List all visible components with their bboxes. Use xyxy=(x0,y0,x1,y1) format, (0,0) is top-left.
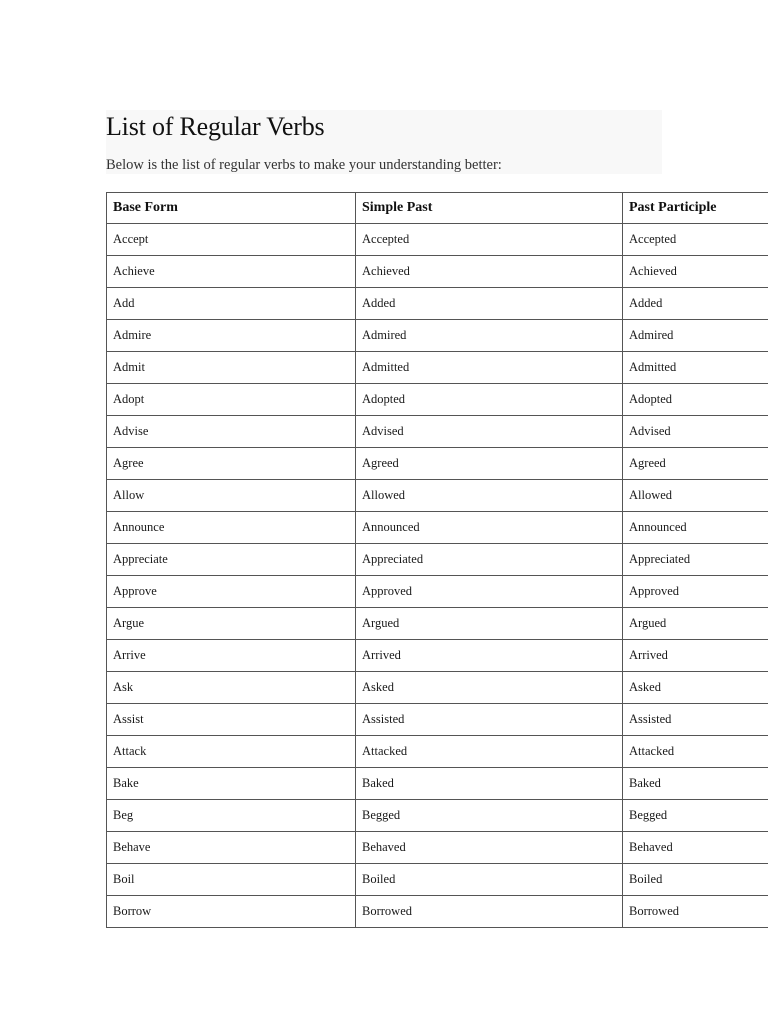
base-form-cell: Appreciate xyxy=(107,544,356,576)
table-row xyxy=(107,480,768,512)
base-form-cell: Accept xyxy=(107,224,356,256)
table-row xyxy=(107,320,768,352)
base-form-cell: Argue xyxy=(107,608,356,640)
page-subtitle: Below is the list of regular verbs to make your understanding better: xyxy=(106,157,502,173)
simple-past-cell: Allowed xyxy=(356,480,623,512)
simple-past-cell: Admitted xyxy=(356,352,623,384)
past-participle-cell: Argued xyxy=(623,608,768,640)
intro-section xyxy=(106,110,662,174)
past-participle-cell: Attacked xyxy=(623,736,768,768)
base-form-cell: Borrow xyxy=(107,896,356,928)
table-body xyxy=(107,224,768,928)
table-row xyxy=(107,672,768,704)
past-participle-cell: Begged xyxy=(623,800,768,832)
past-participle-cell: Assisted xyxy=(623,704,768,736)
past-participle-cell: Baked xyxy=(623,768,768,800)
table-row xyxy=(107,800,768,832)
base-form-cell: Agree xyxy=(107,448,356,480)
past-participle-cell: Approved xyxy=(623,576,768,608)
simple-past-cell: Added xyxy=(356,288,623,320)
base-form-cell: Arrive xyxy=(107,640,356,672)
base-form-cell: Approve xyxy=(107,576,356,608)
simple-past-cell: Agreed xyxy=(356,448,623,480)
column-header-base-form: Base Form xyxy=(107,193,356,224)
table-row xyxy=(107,576,768,608)
simple-past-cell: Attacked xyxy=(356,736,623,768)
past-participle-cell: Asked xyxy=(623,672,768,704)
past-participle-cell: Accepted xyxy=(623,224,768,256)
past-participle-cell: Agreed xyxy=(623,448,768,480)
simple-past-cell: Appreciated xyxy=(356,544,623,576)
table-row xyxy=(107,768,768,800)
base-form-cell: Announce xyxy=(107,512,356,544)
base-form-cell: Boil xyxy=(107,864,356,896)
column-header-past-participle: Past Participle xyxy=(623,193,768,224)
table-row xyxy=(107,608,768,640)
past-participle-cell: Advised xyxy=(623,416,768,448)
table-row xyxy=(107,640,768,672)
simple-past-cell: Announced xyxy=(356,512,623,544)
simple-past-cell: Assisted xyxy=(356,704,623,736)
table-row xyxy=(107,864,768,896)
past-participle-cell: Admitted xyxy=(623,352,768,384)
table-row xyxy=(107,288,768,320)
simple-past-cell: Arrived xyxy=(356,640,623,672)
simple-past-cell: Begged xyxy=(356,800,623,832)
past-participle-cell: Behaved xyxy=(623,832,768,864)
simple-past-cell: Adopted xyxy=(356,384,623,416)
base-form-cell: Allow xyxy=(107,480,356,512)
table-row xyxy=(107,384,768,416)
base-form-cell: Add xyxy=(107,288,356,320)
simple-past-cell: Baked xyxy=(356,768,623,800)
simple-past-cell: Asked xyxy=(356,672,623,704)
past-participle-cell: Announced xyxy=(623,512,768,544)
table-row xyxy=(107,416,768,448)
page-title: List of Regular Verbs xyxy=(106,112,325,141)
base-form-cell: Behave xyxy=(107,832,356,864)
column-header-simple-past: Simple Past xyxy=(356,193,623,224)
past-participle-cell: Arrived xyxy=(623,640,768,672)
past-participle-cell: Admired xyxy=(623,320,768,352)
past-participle-cell: Allowed xyxy=(623,480,768,512)
base-form-cell: Assist xyxy=(107,704,356,736)
past-participle-cell: Borrowed xyxy=(623,896,768,928)
base-form-cell: Beg xyxy=(107,800,356,832)
past-participle-cell: Adopted xyxy=(623,384,768,416)
table-header-row xyxy=(107,193,768,224)
past-participle-cell: Added xyxy=(623,288,768,320)
base-form-cell: Achieve xyxy=(107,256,356,288)
simple-past-cell: Behaved xyxy=(356,832,623,864)
regular-verbs-table xyxy=(106,192,768,928)
base-form-cell: Attack xyxy=(107,736,356,768)
table-row xyxy=(107,544,768,576)
simple-past-cell: Accepted xyxy=(356,224,623,256)
table-row xyxy=(107,256,768,288)
simple-past-cell: Achieved xyxy=(356,256,623,288)
base-form-cell: Adopt xyxy=(107,384,356,416)
past-participle-cell: Achieved xyxy=(623,256,768,288)
table-row xyxy=(107,352,768,384)
base-form-cell: Advise xyxy=(107,416,356,448)
table-row xyxy=(107,512,768,544)
base-form-cell: Admit xyxy=(107,352,356,384)
base-form-cell: Bake xyxy=(107,768,356,800)
table-row xyxy=(107,896,768,928)
simple-past-cell: Argued xyxy=(356,608,623,640)
table-row xyxy=(107,224,768,256)
base-form-cell: Ask xyxy=(107,672,356,704)
table-row xyxy=(107,448,768,480)
simple-past-cell: Advised xyxy=(356,416,623,448)
simple-past-cell: Approved xyxy=(356,576,623,608)
simple-past-cell: Boiled xyxy=(356,864,623,896)
table-row xyxy=(107,704,768,736)
simple-past-cell: Admired xyxy=(356,320,623,352)
base-form-cell: Admire xyxy=(107,320,356,352)
past-participle-cell: Appreciated xyxy=(623,544,768,576)
table-row xyxy=(107,736,768,768)
past-participle-cell: Boiled xyxy=(623,864,768,896)
simple-past-cell: Borrowed xyxy=(356,896,623,928)
table-row xyxy=(107,832,768,864)
